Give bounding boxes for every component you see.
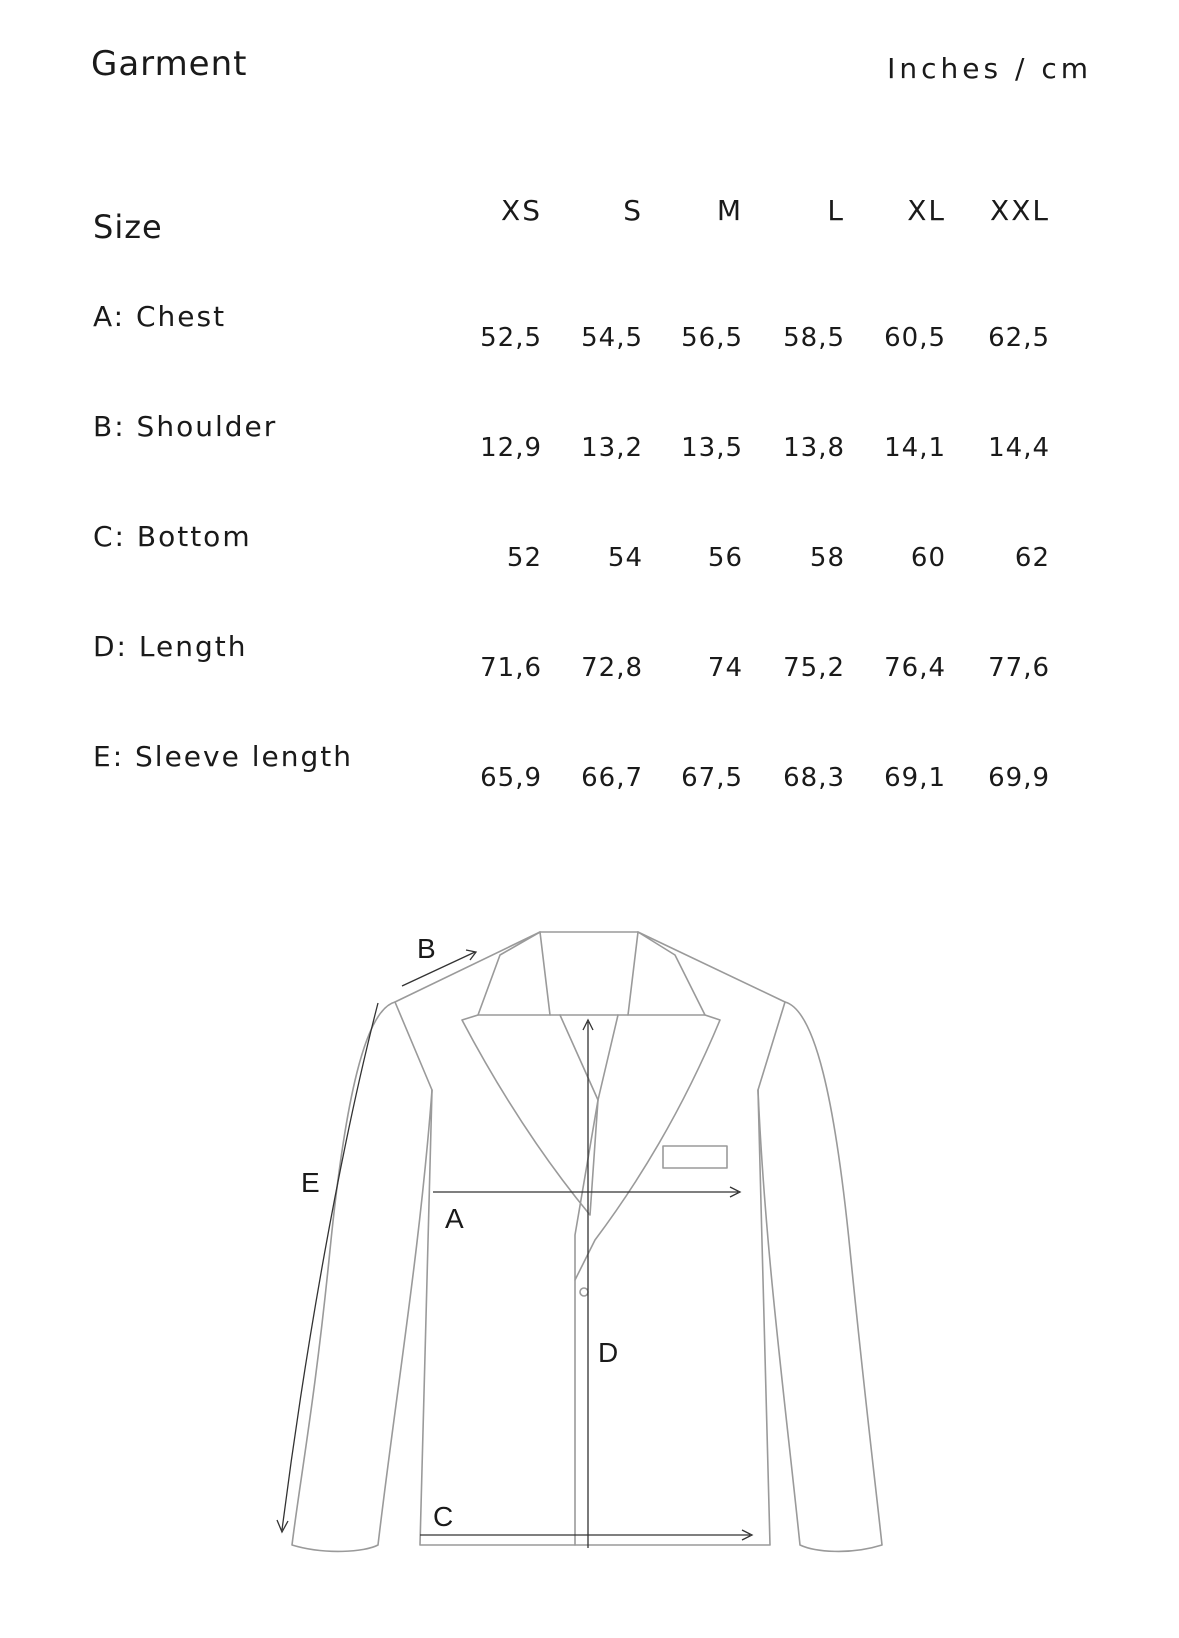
diagram-label-b: B	[417, 933, 436, 964]
left-sleeve	[292, 1002, 432, 1551]
table-cell: 13,5	[681, 433, 743, 463]
page-title: Garment	[91, 44, 248, 84]
diagram-label-c: C	[433, 1501, 454, 1532]
diagram-label-d: D	[598, 1337, 619, 1368]
table-cell: 72,8	[581, 653, 643, 683]
table-cell: 76,4	[884, 653, 946, 683]
size-col-s: S	[623, 194, 643, 227]
row-label-chest: A: Chest	[93, 300, 227, 333]
diagram-label-e: E	[301, 1167, 320, 1198]
diagram-label-a: A	[445, 1203, 464, 1234]
table-cell: 68,3	[783, 763, 845, 793]
size-col-m: M	[716, 194, 743, 227]
table-cell: 12,9	[480, 433, 542, 463]
table-cell: 75,2	[783, 653, 845, 683]
size-col-xxl: XXL	[990, 194, 1050, 227]
lapel-right	[575, 1015, 720, 1280]
row-label-length: D: Length	[93, 630, 248, 663]
table-cell: 58	[809, 543, 845, 573]
table-cell: 58,5	[783, 323, 845, 353]
table-cell: 52,5	[480, 323, 542, 353]
table-cell: 62,5	[988, 323, 1050, 353]
table-cell: 67,5	[681, 763, 743, 793]
collar-right	[628, 932, 705, 1015]
table-cell: 54,5	[581, 323, 643, 353]
table-cell: 71,6	[480, 653, 542, 683]
collar	[540, 932, 638, 1015]
table-cell: 52	[506, 543, 542, 573]
size-col-l: L	[827, 194, 845, 227]
table-cell: 74	[707, 653, 743, 683]
lapel-left	[462, 1015, 598, 1215]
row-label-shoulder: B: Shoulder	[93, 410, 278, 443]
table-cell: 14,1	[884, 433, 946, 463]
size-col-xs: XS	[501, 194, 542, 227]
size-header-label: Size	[93, 208, 163, 246]
table-cell: 60,5	[884, 323, 946, 353]
table-cell: 77,6	[988, 653, 1050, 683]
table-cell: 56,5	[681, 323, 743, 353]
table-cell: 69,9	[988, 763, 1050, 793]
sleeve-length-arrow	[282, 1003, 378, 1530]
row-label-bottom: C: Bottom	[93, 520, 252, 553]
table-cell: 65,9	[480, 763, 542, 793]
right-sleeve	[758, 1002, 882, 1551]
table-cell: 13,8	[783, 433, 845, 463]
table-cell: 13,2	[581, 433, 643, 463]
table-cell: 14,4	[988, 433, 1050, 463]
table-cell: 62	[1014, 543, 1050, 573]
button	[580, 1288, 588, 1296]
table-cell: 66,7	[581, 763, 643, 793]
breast-pocket	[663, 1146, 727, 1168]
size-col-xl: XL	[907, 194, 946, 227]
table-cell: 69,1	[884, 763, 946, 793]
table-cell: 56	[707, 543, 743, 573]
units-label: Inches / cm	[887, 52, 1092, 85]
table-cell: 60	[910, 543, 946, 573]
table-cell: 54	[607, 543, 643, 573]
row-label-sleeve-length: E: Sleeve length	[93, 740, 353, 773]
